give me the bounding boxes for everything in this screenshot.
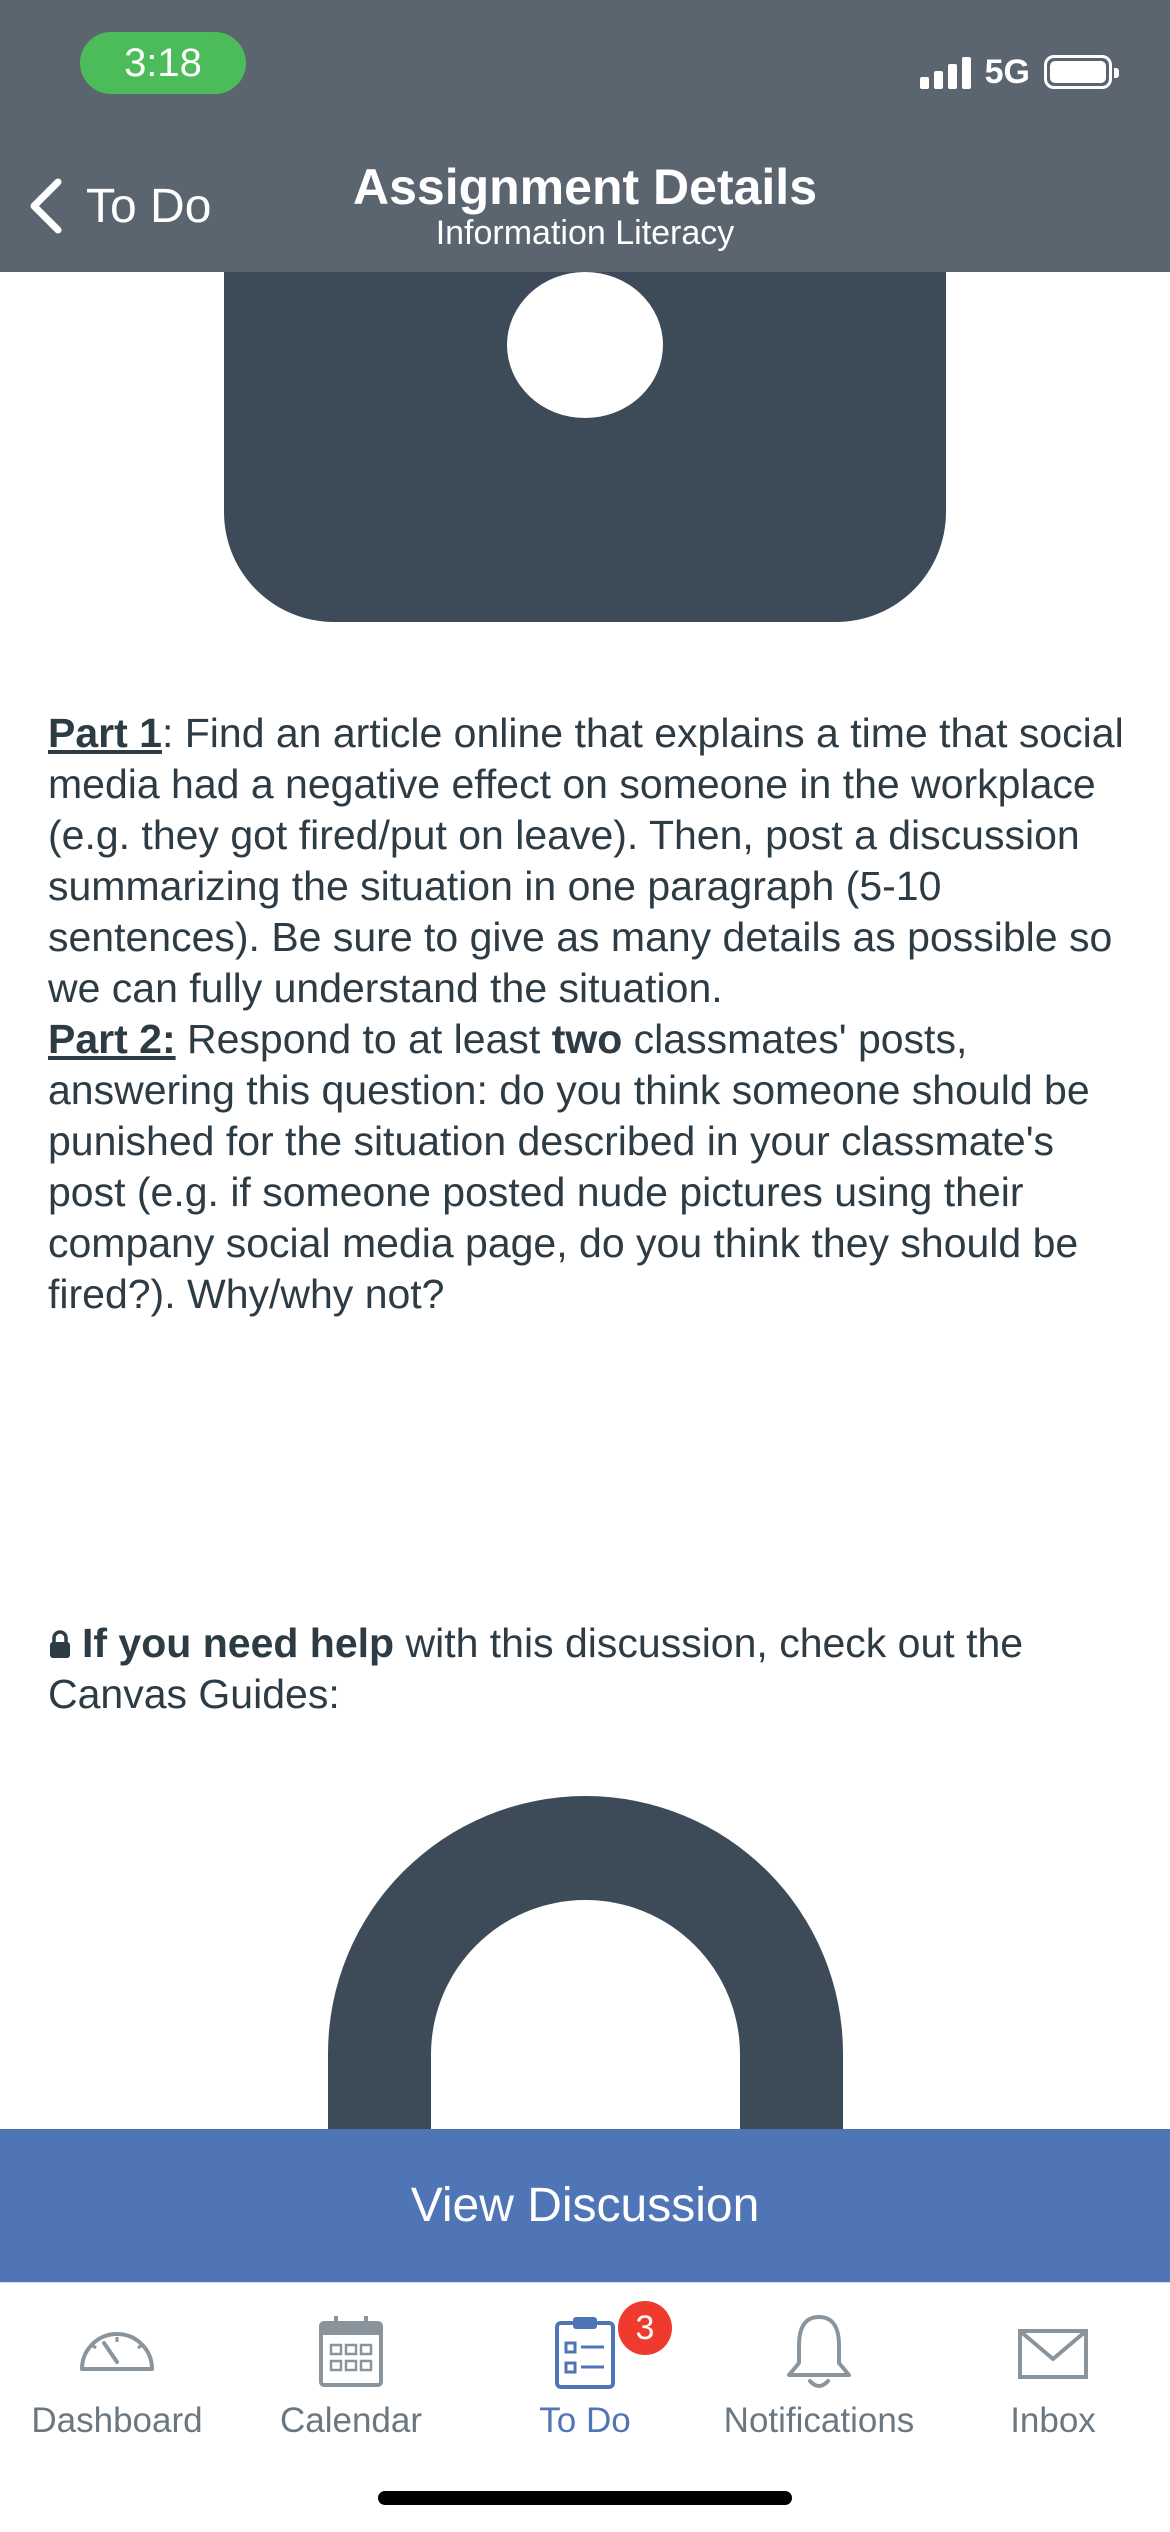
tab-label: Notifications xyxy=(723,2401,915,2440)
tab-inbox[interactable] xyxy=(936,2301,1170,2451)
help-rest: with this discussion, check out the Canvas Guides: xyxy=(48,1620,1024,1717)
tab-dashboard[interactable] xyxy=(0,2301,234,2451)
network-type: 5G xyxy=(984,52,1030,91)
course-subtitle: Information Literacy xyxy=(435,214,735,252)
part1-label: Part 1 xyxy=(48,710,162,756)
status-indicators xyxy=(920,50,1112,94)
tab-label: Inbox xyxy=(1010,2401,1096,2440)
tab-label: To Do xyxy=(539,2401,631,2440)
status-time: 3:18 xyxy=(80,32,246,94)
part1-text: : Find an article online that explains a time that social media had a negative effect on someone in the workplace (e.g. they got fired/put on leave). Then, post a discussion summarizing the situation in one paragraph (5-10 sentences). Be sure to give as many details as possible so we can fully understand the situation. xyxy=(48,710,1124,1011)
tab-notifications[interactable] xyxy=(702,2301,936,2451)
view-discussion-button[interactable]: View Discussion xyxy=(0,2129,1170,2282)
dashboard-icon xyxy=(72,2307,162,2397)
page-title: Assignment Details xyxy=(352,159,817,215)
tab-todo[interactable] xyxy=(468,2301,702,2451)
todo-icon xyxy=(540,2307,630,2397)
top-bar xyxy=(0,0,1170,272)
help-bold: If you need help xyxy=(82,1620,395,1666)
arch-image xyxy=(328,1796,843,2129)
tab-label: Dashboard xyxy=(31,2401,203,2440)
part2-text-b: classmates' posts, answering this question: do you think someone should be punished for the situation described in your classmate's post (e.g. if someone posted nude pictures using their company social media page, do you think they should be fired?). Why/why not? xyxy=(48,1016,1090,1317)
lock-keyhole xyxy=(507,272,663,418)
tab-label: Calendar xyxy=(279,2401,423,2440)
part2-bold: two xyxy=(551,1016,623,1062)
tab-calendar[interactable] xyxy=(234,2301,468,2451)
assignment-description xyxy=(48,708,1128,1320)
assignment-content[interactable] xyxy=(0,272,1170,2129)
home-indicator[interactable] xyxy=(378,2491,792,2505)
bell-icon xyxy=(774,2307,864,2397)
todo-count-badge: 3 xyxy=(618,2301,672,2355)
battery-icon xyxy=(1044,55,1112,89)
signal-bars-icon xyxy=(920,55,971,89)
back-label: To Do xyxy=(86,179,212,233)
lock-icon xyxy=(48,1629,72,1659)
help-text xyxy=(48,1618,1128,1720)
part2-text-a: Respond to at least xyxy=(175,1016,552,1062)
part2-label: Part 2: xyxy=(48,1016,176,1062)
calendar-icon xyxy=(306,2307,396,2397)
envelope-icon xyxy=(1008,2307,1098,2397)
